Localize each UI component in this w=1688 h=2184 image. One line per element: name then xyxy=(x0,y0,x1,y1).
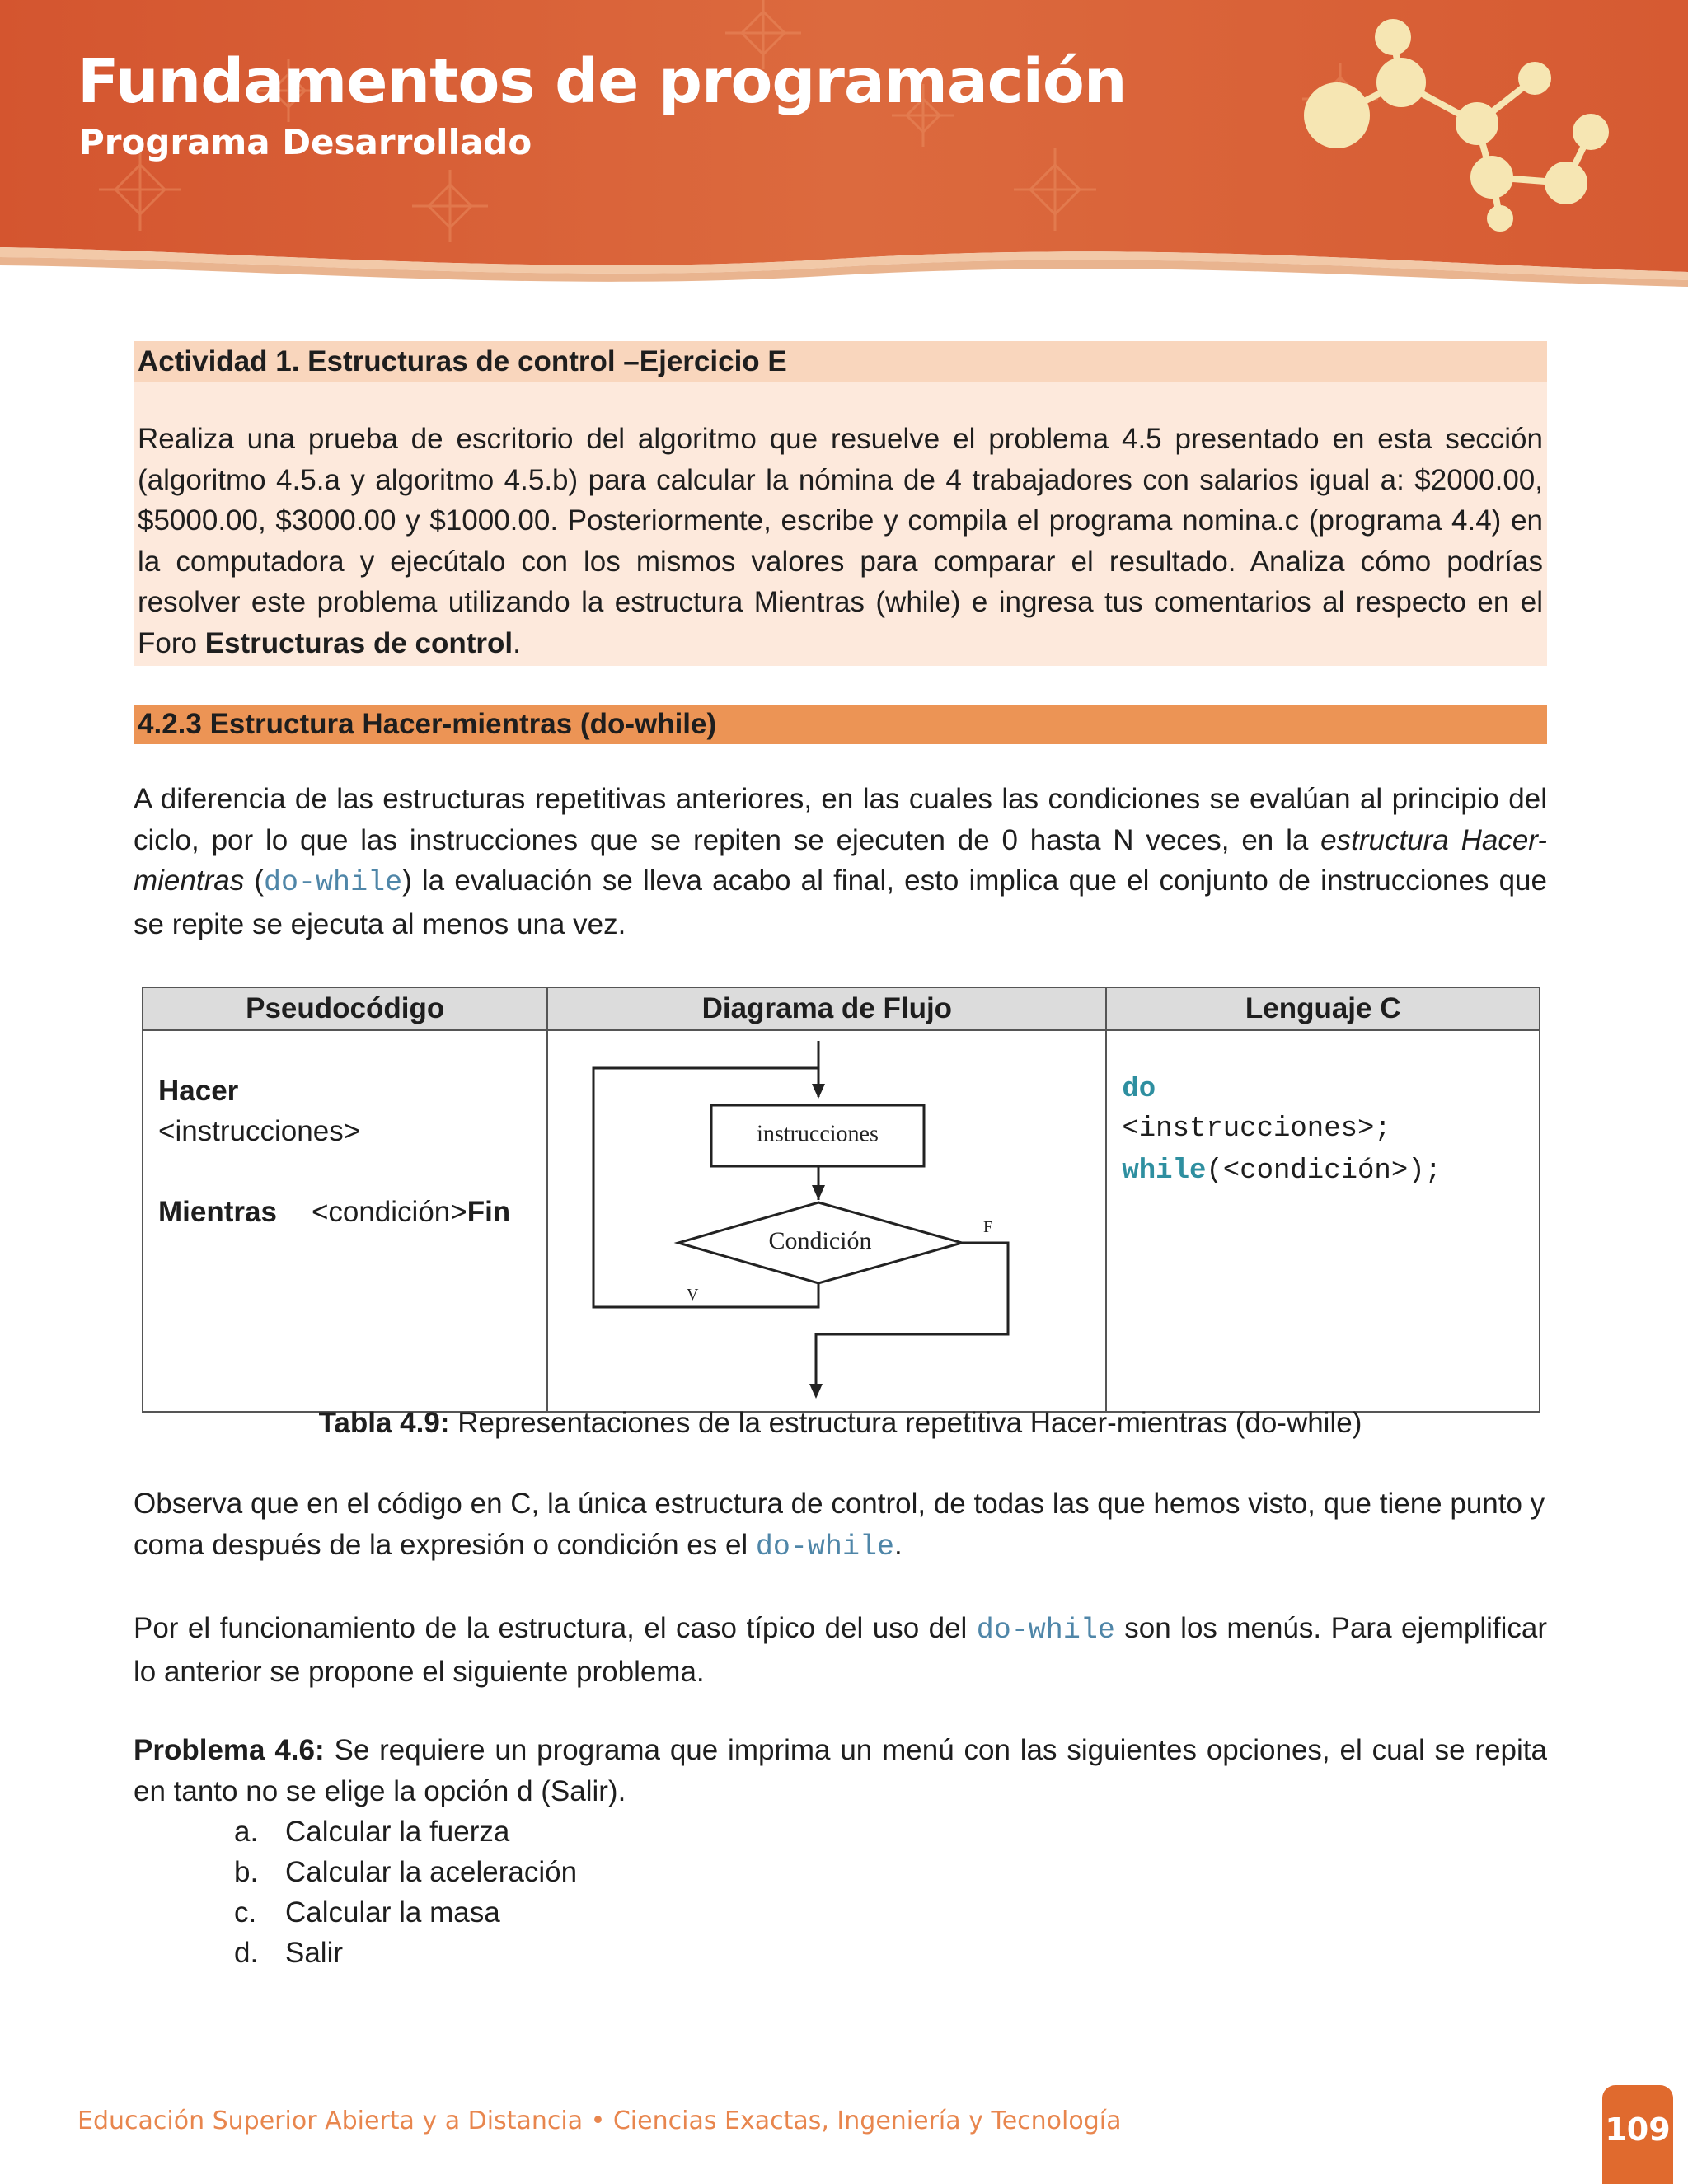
pseudo-mientras: Mientras xyxy=(158,1196,277,1228)
intro-block xyxy=(134,779,1547,944)
pseudocode-cell xyxy=(143,1030,547,1412)
flow-diamond-label: Condición xyxy=(768,1226,872,1254)
pseudo-condicion: <condición> xyxy=(311,1196,467,1228)
pseudo-instrucciones: <instrucciones> xyxy=(158,1115,361,1147)
representation-table xyxy=(142,987,1540,1413)
list-item: b. Calcular la aceleración xyxy=(234,1856,578,1888)
menu-options-list xyxy=(234,1811,1547,1973)
do-while-flowchart xyxy=(548,1031,1105,1404)
code-condicion: (<condición>); xyxy=(1206,1155,1442,1187)
header-c-language: Lenguaje C xyxy=(1106,987,1540,1030)
activity-heading: Actividad 1. Estructuras de control –Ejercicio E xyxy=(134,341,1547,382)
arrow-head-top xyxy=(812,1084,825,1099)
page-number: 109 xyxy=(1605,2111,1671,2148)
activity-paragraph: Realiza una prueba de escritorio del algoritmo que resuelve el problema 4.5 presentado en esta sección (algoritmo 4.5.a y algoritmo 4.5.b) para calcular la nómina de 4 trabajadores con salarios igual a: $2000.00, $5000.00, $3000.00 y $1000.00. Posteriormente, escribe y compila el programa nomina.c (programa 4.4) en la computadora y ejecútalo con los mismos valores para comparar el resultado. Analiza cómo podrías resolver este problema utilizando la estructura Mientras (while) e ingresa tus comentarios al respecto en el Foro Estructuras de control. xyxy=(138,423,1543,659)
problem-block xyxy=(134,1730,1547,1973)
forum-name: Estructuras de control xyxy=(204,626,513,659)
activity-body xyxy=(134,382,1547,666)
page-header xyxy=(0,0,1688,297)
list-item: d. Salir xyxy=(234,1937,344,1969)
document-subtitle: Programa Desarrollado xyxy=(79,122,532,162)
problem-label: Problema 4.6: xyxy=(134,1734,325,1766)
funcionamiento-paragraph: Por el funcionamiento de la estructura, el caso típico del uso del do-while son los menús. Para ejemplificar lo anterior se propone el siguiente problema. xyxy=(134,1612,1548,1688)
flow-true-label: V xyxy=(687,1286,699,1304)
inline-code: do-while xyxy=(264,866,403,899)
code-instrucciones: <instrucciones>; xyxy=(1122,1113,1391,1145)
arrow-head-mid xyxy=(812,1185,825,1200)
inline-code: do-while xyxy=(976,1614,1115,1647)
c-code-cell xyxy=(1106,1030,1540,1412)
intro-paragraph: A diferencia de las estructuras repetitivas anteriores, en las cuales las condiciones se evalúan al principio del ciclo, por lo que las instrucciones que se repiten se ejecuten de 0 hasta N veces, en la estructura Hacer-mientras (do-while) la evaluación se lleva acabo al final, esto implica que el conjunto de instrucciones que se repite se ejecuta al menos una vez. xyxy=(134,783,1547,940)
footer-text: Educación Superior Abierta y a Distancia • Ciencias Exactas, Ingeniería y Tecnología xyxy=(77,2107,1122,2135)
pseudo-hacer: Hacer xyxy=(158,1075,239,1107)
header-pseudocode: Pseudocódigo xyxy=(143,987,547,1030)
document-title: Fundamentos de programación xyxy=(77,46,1127,117)
intro-italic: estructura Hacer-mientras xyxy=(134,823,1547,897)
inline-code: do-while xyxy=(755,1530,894,1563)
table-row xyxy=(143,1030,1540,1412)
header-flowchart: Diagrama de Flujo xyxy=(547,987,1106,1030)
arrow-head-exit xyxy=(809,1384,823,1399)
list-item: c. Calcular la masa xyxy=(234,1896,500,1929)
flowchart-cell xyxy=(547,1030,1106,1412)
observa-paragraph: Observa que en el código en C, la única estructura de control, de todas las que hemos visto, que tiene punto y coma después de la expresión o condición es el do-while. xyxy=(134,1488,1545,1563)
funcionamiento-block xyxy=(134,1608,1547,1692)
table-header-row xyxy=(143,987,1540,1030)
flow-false-label: F xyxy=(983,1218,993,1236)
code-while: while xyxy=(1122,1155,1207,1187)
list-item: a. Calcular la fuerza xyxy=(234,1816,510,1848)
observa-block xyxy=(134,1483,1547,1568)
table-caption: Tabla 4.9: Representaciones de la estructura repetitiva Hacer-mientras (do-while) xyxy=(318,1407,1362,1439)
problem-paragraph: Problema 4.6: Se requiere un programa que imprima un menú con las siguientes opciones, el cual se repita en tanto no se elige la opción d (Salir). xyxy=(134,1734,1547,1807)
section-heading: 4.2.3 Estructura Hacer-mientras (do-while) xyxy=(134,705,1547,744)
code-do: do xyxy=(1122,1074,1156,1105)
flow-box-label: instrucciones xyxy=(757,1121,879,1147)
pseudo-fin: Fin xyxy=(467,1196,511,1228)
